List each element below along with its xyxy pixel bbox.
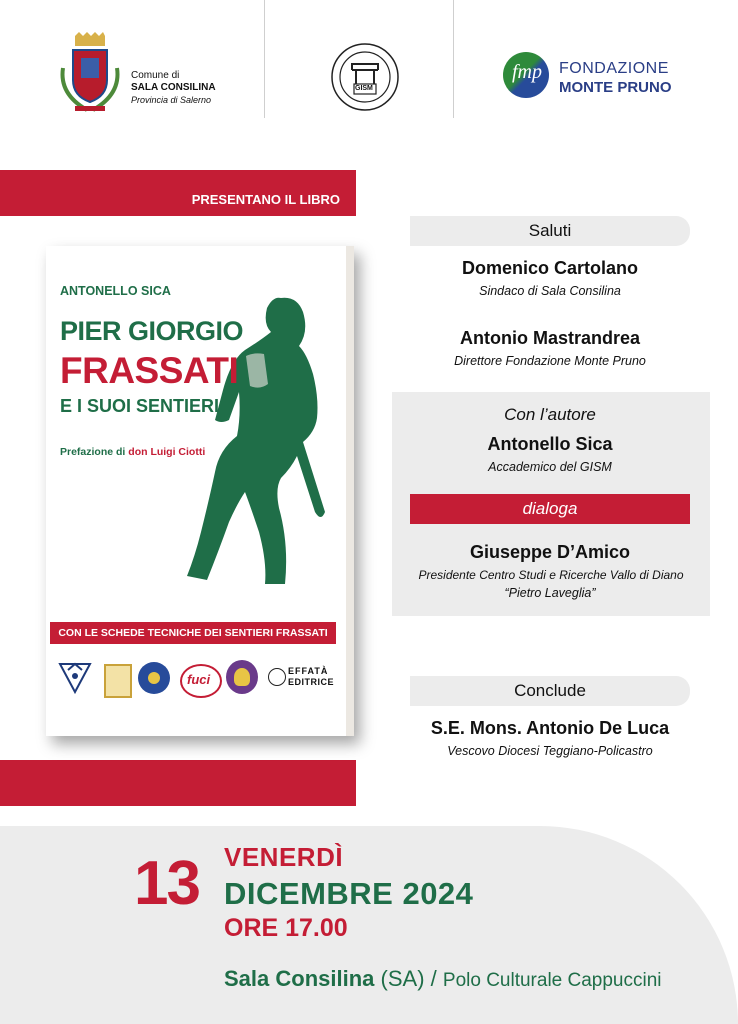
comune-line3: Provincia di Salerno [131, 95, 212, 105]
giovanimontagna-logo-icon [104, 664, 132, 698]
gism-emblem-icon [328, 40, 402, 114]
book-band [50, 622, 336, 644]
effata-line2: EDITRICE [288, 677, 335, 687]
book-title3: E I SUOI SENTIERI [60, 396, 220, 416]
book-cover [46, 246, 354, 736]
speaker-role: Direttore Fondazione Monte Pruno [454, 354, 646, 368]
gism-label: GISM [355, 85, 373, 92]
header-divider [264, 0, 265, 118]
comune-line1: Comune di [131, 70, 180, 81]
book-preface [60, 446, 205, 458]
speaker-role: Vescovo Diocesi Teggiano-Policastro [447, 744, 653, 758]
speaker-name: Antonello Sica [487, 434, 613, 454]
effata-logo [268, 664, 338, 694]
date-time: ORE 17.00 [224, 914, 348, 942]
speaker-role: Accademico del GISM [488, 460, 612, 474]
bottom-red-banner [0, 760, 356, 806]
event-venue: Polo Culturale Cappuccini [442, 970, 662, 991]
comune-crest-icon [55, 32, 127, 124]
fuci-logo-icon [180, 664, 222, 698]
comune-logo [55, 32, 220, 124]
header-divider [453, 0, 454, 118]
sun-logo-icon [138, 662, 170, 694]
comune-line2: SALA CONSILINA [131, 82, 216, 93]
speaker-role: “Pietro Laveglia” [504, 586, 596, 600]
conclude-label: Conclude [514, 681, 586, 700]
saluti-label: Saluti [528, 221, 572, 240]
bottom-grey-panel [0, 826, 738, 1024]
preface-prefix: Prefazione di [60, 446, 126, 458]
book-band-text: CON LE SCHEDE TECNICHE DEI SENTIERI FRASSATI [58, 627, 328, 639]
preface-name: don Luigi Ciotti [128, 446, 206, 458]
book-title2: FRASSATI [60, 350, 239, 391]
book-title1: PIER GIORGIO [60, 316, 244, 346]
speaker-name: Giuseppe D’Amico [469, 542, 631, 562]
agesci-logo-icon [226, 660, 258, 694]
speaker-role: Presidente Centro Studi e Ricerche Vallo di Diano [418, 568, 684, 582]
comune-text [131, 70, 216, 106]
fondazione-line1: FONDAZIONE [559, 60, 669, 77]
date-day-number: 13 [134, 849, 199, 918]
dialoga-label: dialoga [522, 499, 578, 518]
fondazione-logo [503, 52, 683, 102]
event-city: Sala Consilina [224, 966, 375, 991]
effata-circle-icon [268, 668, 286, 686]
banner-label: PRESENTANO IL LIBRO [191, 192, 340, 207]
event-separator: / [430, 966, 437, 991]
fondazione-line2: MONTE PRUNO [559, 79, 672, 96]
event-location [224, 966, 662, 992]
fmp-monogram-text: fmp [512, 61, 542, 83]
speaker-name: Antonio Mastrandrea [459, 328, 641, 348]
speaker-name: S.E. Mons. Antonio De Luca [430, 718, 670, 738]
speaker-name: Domenico Cartolano [461, 258, 639, 278]
speaker-role: Sindaco di Sala Consilina [479, 284, 621, 298]
effata-line1: EFFATÀ [288, 666, 329, 676]
fuci-logo-text: fuci [187, 672, 211, 687]
cai-logo-icon [58, 660, 92, 694]
con-autore-label: Con l’autore [504, 405, 596, 424]
gism-logo [328, 40, 402, 114]
date-weekday: VENERDÌ [224, 842, 344, 872]
fmp-monogram-icon [503, 52, 549, 98]
event-province: (SA) [380, 966, 425, 991]
date-month-year: DICEMBRE 2024 [224, 876, 474, 911]
book-author: ANTONELLO SICA [60, 284, 171, 298]
